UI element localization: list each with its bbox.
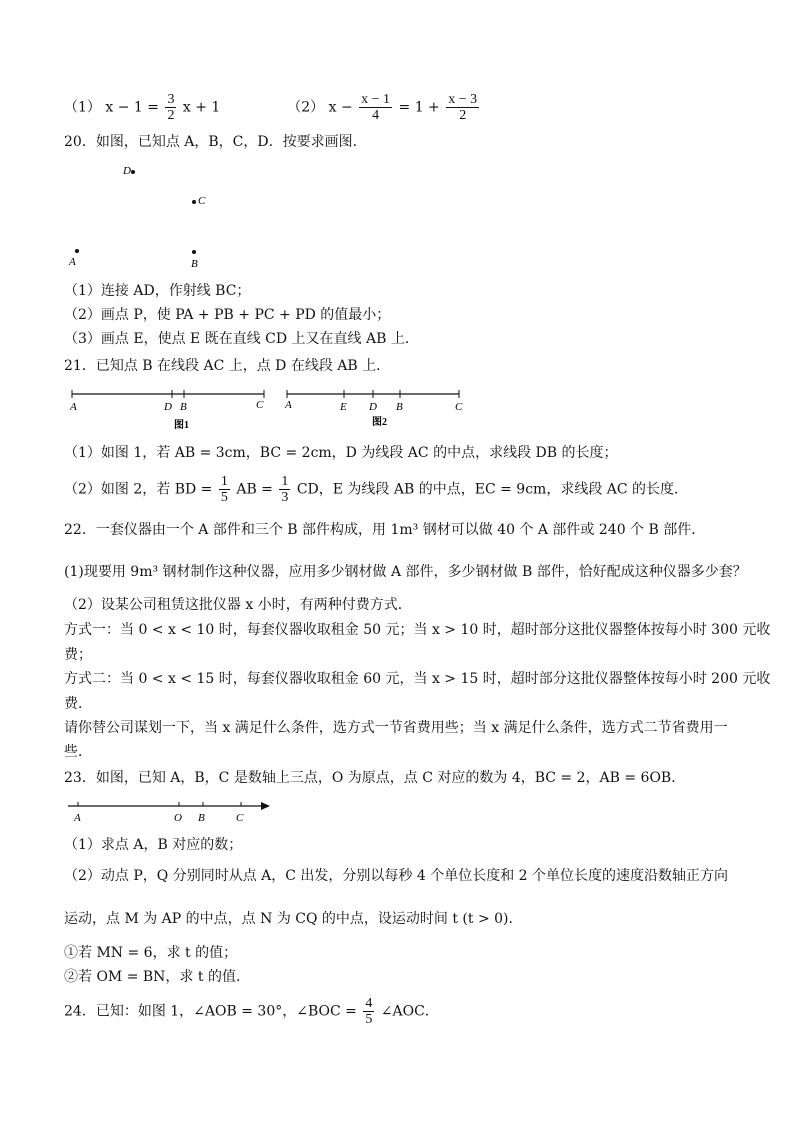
q21-sub2-part-b: AB = <box>236 481 273 498</box>
q21-sub2-part-a: （2）如图 2，若 BD = <box>64 481 213 498</box>
frac-denominator: 2 <box>167 108 175 123</box>
q21-fraction-2 <box>279 474 290 505</box>
q21-figures <box>0 382 794 432</box>
figure-2-caption: 图2 <box>372 417 387 428</box>
point-b <box>192 250 196 254</box>
frac-numerator: x − 1 <box>361 92 391 107</box>
q20-title: 20．如图，已知点 A，B，C，D．按要求画图． <box>64 134 367 150</box>
q22-title: 22．一套仪器由一个 A 部件和三个 B 部件构成，用 1m³ 钢材可以做 40 个 A 部件或 240 个 B 部件． <box>64 522 706 538</box>
q20-sub3: （3）画点 E，使点 E 既在直线 CD 上又在直线 AB 上． <box>64 331 419 347</box>
point-a <box>75 249 79 253</box>
q22-method2-line1: 方式二：当 0 < x < 15 时，每套仪器收取租金 60 元，当 x > 15 时，超时部分这批仪器整体按每小时 200 元收 <box>64 671 771 687</box>
q19-part2-mid: = 1 + <box>398 99 440 116</box>
label-c: C <box>455 401 463 413</box>
point-c <box>192 200 196 204</box>
q23-case1: ①若 MN = 6，求 t 的值； <box>64 945 238 961</box>
q22-method2-line2: 费． <box>64 696 92 712</box>
q24-fraction <box>363 996 374 1027</box>
label-c: C <box>198 195 206 207</box>
q19-part1-rhs: x + 1 <box>182 99 221 116</box>
label-b: B <box>396 401 403 413</box>
frac-denominator: 5 <box>365 1012 373 1027</box>
label-a: A <box>74 812 81 824</box>
frac-denominator: 5 <box>220 490 228 505</box>
q19-part2-label: （2） <box>287 99 325 116</box>
q19-equations <box>64 92 481 123</box>
frac-numerator: x − 3 <box>448 92 478 107</box>
q24-part-b: ∠AOC． <box>380 1003 439 1020</box>
q23-sub2-line1: （2）动点 P，Q 分别同时从点 A，C 出发，分别以每秒 4 个单位长度和 2 个单位长度的速度沿数轴正方向 <box>64 868 729 884</box>
q19-part2-fraction-1 <box>359 92 392 123</box>
label-d: D <box>123 165 131 177</box>
label-d: D <box>369 401 377 413</box>
q23-sub2-line2: 运动，点 M 为 AP 的中点，点 N 为 CQ 的中点，设运动时间 t (t > 0)． <box>64 911 523 927</box>
q21-title: 21．已知点 B 在线段 AC 上，点 D 在线段 AB 上． <box>64 358 391 374</box>
q19-part2-fraction-2 <box>446 92 479 123</box>
frac-numerator: 1 <box>220 474 228 489</box>
q19-part1-label: （1） <box>64 99 101 116</box>
figure-2 <box>284 390 463 428</box>
q22-method1-line1: 方式一：当 0 < x < 10 时，每套仪器收取租金 50 元；当 x > 10 时，超时部分这批仪器整体按每小时 300 元收 <box>64 622 771 638</box>
point-d <box>131 170 135 174</box>
q22-ask-line1: 请你替公司谋划一下，当 x 满足什么条件，选方式一节省费用些；当 x 满足什么条件，选方式二节省费用一 <box>64 720 728 736</box>
q23-title: 23．如图，已知 A，B，C 是数轴上三点，O 为原点，点 C 对应的数为 4，BC = 2，AB = 6OB． <box>64 770 686 786</box>
q21-sub1: （1）如图 1，若 AB = 3cm，BC = 2cm，D 为线段 AC 的中点，求线段 DB 的长度； <box>64 445 618 461</box>
frac-denominator: 3 <box>281 490 289 505</box>
q23-sub1: （1）求点 A，B 对应的数； <box>64 837 243 853</box>
q20-sub2: （2）画点 P，使 PA + PB + PC + PD 的值最小； <box>64 307 391 323</box>
label-b: B <box>191 258 198 270</box>
frac-denominator: 2 <box>459 108 467 123</box>
label-d: D <box>164 401 172 413</box>
q19-part1-lhs: x − 1 = <box>105 99 159 116</box>
figure-1-caption: 图1 <box>174 420 189 431</box>
q20-figure <box>0 158 794 278</box>
q24-title <box>64 996 439 1027</box>
axis-arrow-icon <box>261 802 270 810</box>
q20-sub1: （1）连接 AD，作射线 BC； <box>64 283 251 299</box>
label-a: A <box>285 399 292 411</box>
label-c: C <box>236 812 244 824</box>
frac-denominator: 4 <box>372 108 380 123</box>
q19-part1-fraction <box>165 92 176 123</box>
label-a: A <box>70 401 77 413</box>
q22-ask-line2: 些． <box>64 744 92 760</box>
frac-numerator: 1 <box>281 474 289 489</box>
label-c: C <box>256 399 264 411</box>
q19-part2-lhs: x − <box>328 99 353 116</box>
q22-method1-line2: 费； <box>64 647 92 663</box>
q21-sub2-part-c: CD，E 为线段 AB 的中点，EC = 9cm，求线段 AC 的长度． <box>296 481 689 498</box>
label-o: O <box>174 812 182 824</box>
frac-numerator: 4 <box>365 996 373 1011</box>
figure-1 <box>69 390 264 431</box>
label-b: B <box>180 401 187 413</box>
q21-fraction-1 <box>219 474 230 505</box>
q22-sub1: (1)现要用 9m³ 钢材制作这种仪器，应用多少钢材做 A 部件，多少钢材做 B 部件，恰好配成这种仪器多少套？ <box>64 564 747 580</box>
label-e: E <box>340 401 347 413</box>
q21-sub2 <box>64 474 688 505</box>
label-b: B <box>198 812 205 824</box>
q22-sub2: （2）设某公司租赁这批仪器 x 小时，有两种付费方式． <box>64 597 412 613</box>
q24-part-a: 24．已知：如图 1，∠AOB = 30°，∠BOC = <box>64 1003 357 1020</box>
label-a: A <box>69 256 76 268</box>
q23-number-line <box>0 796 794 830</box>
frac-numerator: 3 <box>167 92 175 107</box>
q23-case2: ②若 OM = BN，求 t 的值． <box>64 969 250 985</box>
